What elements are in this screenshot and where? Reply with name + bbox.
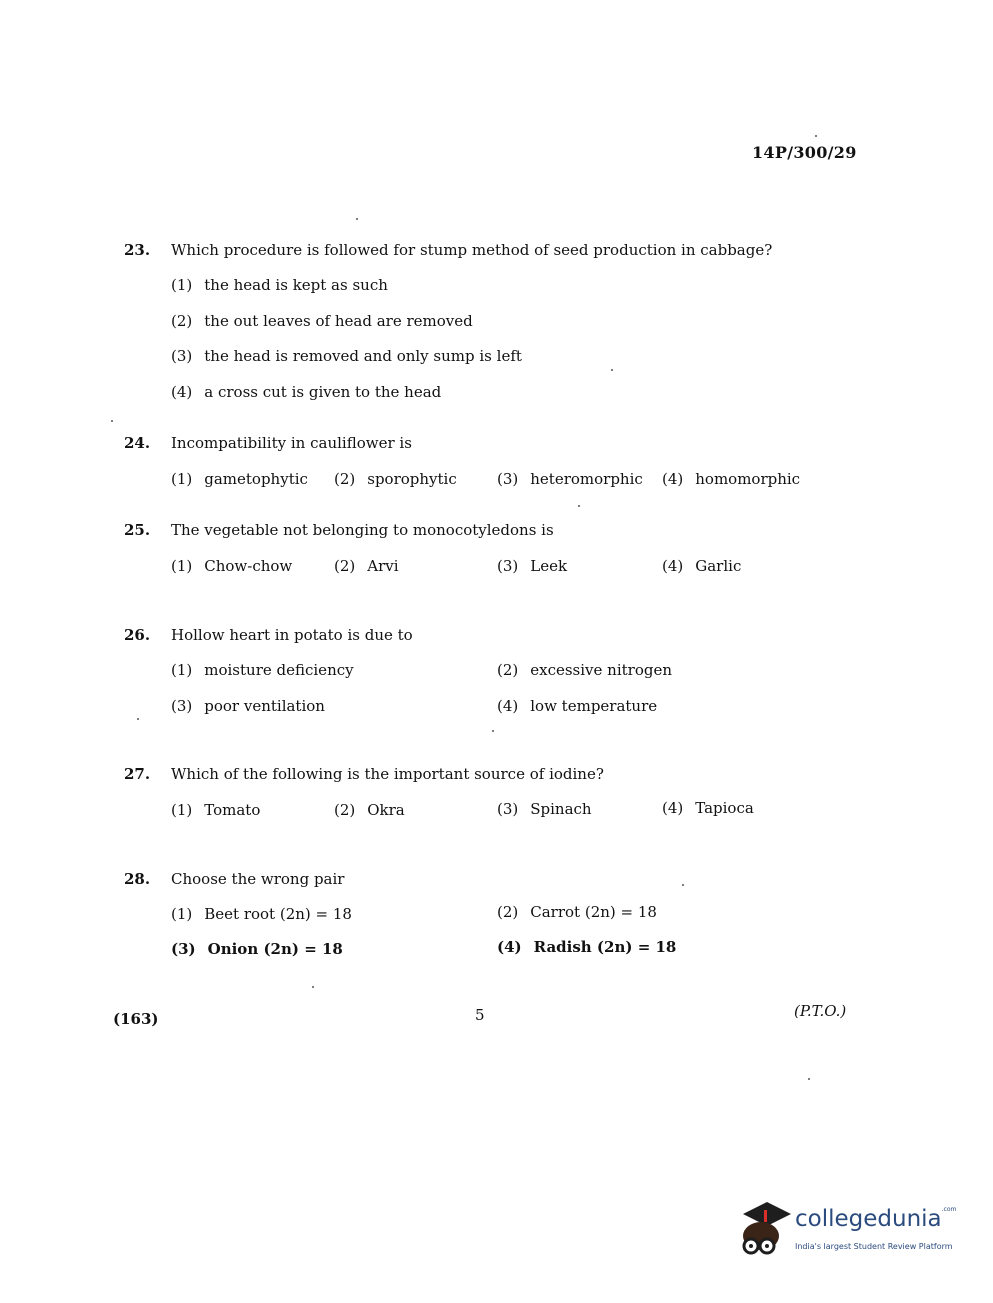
option-text: heteromorphic (530, 470, 643, 488)
option-text: gametophytic (204, 470, 308, 488)
option (171, 276, 388, 294)
scan-speck (611, 369, 613, 371)
scan-speck (578, 505, 580, 507)
option-number: (2) (334, 470, 356, 488)
option-text: Chow-chow (204, 557, 293, 575)
pto-label: (P.T.O.) (794, 1002, 847, 1020)
question-text: Hollow heart in potato is due to (171, 626, 413, 644)
logo-tagline: India's largest Student Review Platform (795, 1242, 953, 1251)
option-text: moisture deficiency (204, 661, 354, 679)
option-text: Spinach (530, 800, 592, 818)
option-text: low temperature (530, 697, 658, 715)
scan-speck (808, 1078, 810, 1080)
option-text: Garlic (695, 557, 742, 575)
option (171, 383, 441, 401)
option (497, 800, 592, 818)
collegedunia-logo (737, 1196, 967, 1262)
option-number: (4) (662, 470, 684, 488)
question-number: 27. (124, 765, 151, 783)
page-number: 5 (475, 1006, 485, 1024)
option-number: (4) (171, 383, 193, 401)
logo-name: collegedunia (795, 1206, 942, 1232)
option-text: Carrot (2n) = 18 (530, 903, 657, 921)
option (334, 557, 399, 575)
option-number: (1) (171, 557, 193, 575)
option-number: (4) (662, 557, 684, 575)
logo-wordmark (795, 1206, 956, 1232)
option (662, 557, 741, 575)
question-text: Which procedure is followed for stump method of seed production in cabbage? (171, 241, 773, 259)
question-text: Incompatibility in cauliflower is (171, 434, 412, 452)
question-text: The vegetable not belonging to monocotyledons is (171, 521, 554, 539)
option (171, 557, 292, 575)
option-number: (1) (171, 470, 193, 488)
option (171, 697, 325, 715)
option (497, 557, 567, 575)
option (171, 312, 473, 330)
scan-speck (137, 718, 139, 720)
option-number: (3) (171, 347, 193, 365)
mascot-icon (737, 1198, 793, 1260)
option (171, 801, 260, 819)
option-number: (4) (497, 938, 522, 956)
question-number: 26. (124, 626, 151, 644)
option-number: (2) (497, 903, 519, 921)
scan-speck (312, 986, 314, 988)
question-text: Which of the following is the important source of iodine? (171, 765, 604, 783)
option (171, 940, 343, 958)
option-number: (2) (334, 801, 356, 819)
option (497, 903, 657, 921)
option (171, 470, 308, 488)
scan-speck (815, 135, 817, 137)
question-number: 25. (124, 521, 151, 539)
question-number: 28. (124, 870, 151, 888)
option-text: the out leaves of head are removed (204, 312, 473, 330)
option-number: (2) (334, 557, 356, 575)
option-text: Tomato (204, 801, 261, 819)
option-text: Onion (2n) = 18 (207, 940, 343, 958)
option (334, 801, 405, 819)
question-text: Choose the wrong pair (171, 870, 345, 888)
logo-domain: .com (941, 1206, 957, 1213)
option-number: (1) (171, 661, 193, 679)
booklet-code: (163) (113, 1010, 159, 1028)
option (171, 905, 352, 923)
option (497, 661, 672, 679)
option-number: (3) (497, 557, 519, 575)
option-text: excessive nitrogen (530, 661, 673, 679)
option-text: poor ventilation (204, 697, 325, 715)
option (497, 697, 657, 715)
option-text: Arvi (367, 557, 399, 575)
option-number: (3) (497, 470, 519, 488)
option-number: (3) (171, 697, 193, 715)
option-text: Leek (530, 557, 568, 575)
option-number: (1) (171, 905, 193, 923)
option-text: the head is removed and only sump is left (204, 347, 522, 365)
option-number: (2) (497, 661, 519, 679)
option-number: (3) (171, 940, 196, 958)
option-text: Okra (367, 801, 405, 819)
question-number: 24. (124, 434, 151, 452)
option-text: sporophytic (367, 470, 457, 488)
option (171, 347, 522, 365)
option-text: homomorphic (695, 470, 801, 488)
option-number: (4) (497, 697, 519, 715)
scan-speck (111, 420, 113, 422)
option (497, 470, 643, 488)
option-text: a cross cut is given to the head (204, 383, 442, 401)
option-number: (1) (171, 801, 193, 819)
option-text: the head is kept as such (204, 276, 388, 294)
paper-code: 14P/300/29 (752, 143, 857, 162)
option (662, 470, 800, 488)
option (497, 938, 676, 956)
option-number: (1) (171, 276, 193, 294)
option (662, 799, 754, 817)
option-number: (3) (497, 800, 519, 818)
scan-speck (682, 884, 684, 886)
scan-speck (492, 730, 494, 732)
option (171, 661, 354, 679)
option-number: (2) (171, 312, 193, 330)
option-number: (4) (662, 799, 684, 817)
scan-speck (356, 218, 358, 220)
option-text: Tapioca (695, 799, 754, 817)
option-text: Beet root (2n) = 18 (204, 905, 352, 923)
option (334, 470, 457, 488)
option-text: Radish (2n) = 18 (533, 938, 677, 956)
question-number: 23. (124, 241, 151, 259)
